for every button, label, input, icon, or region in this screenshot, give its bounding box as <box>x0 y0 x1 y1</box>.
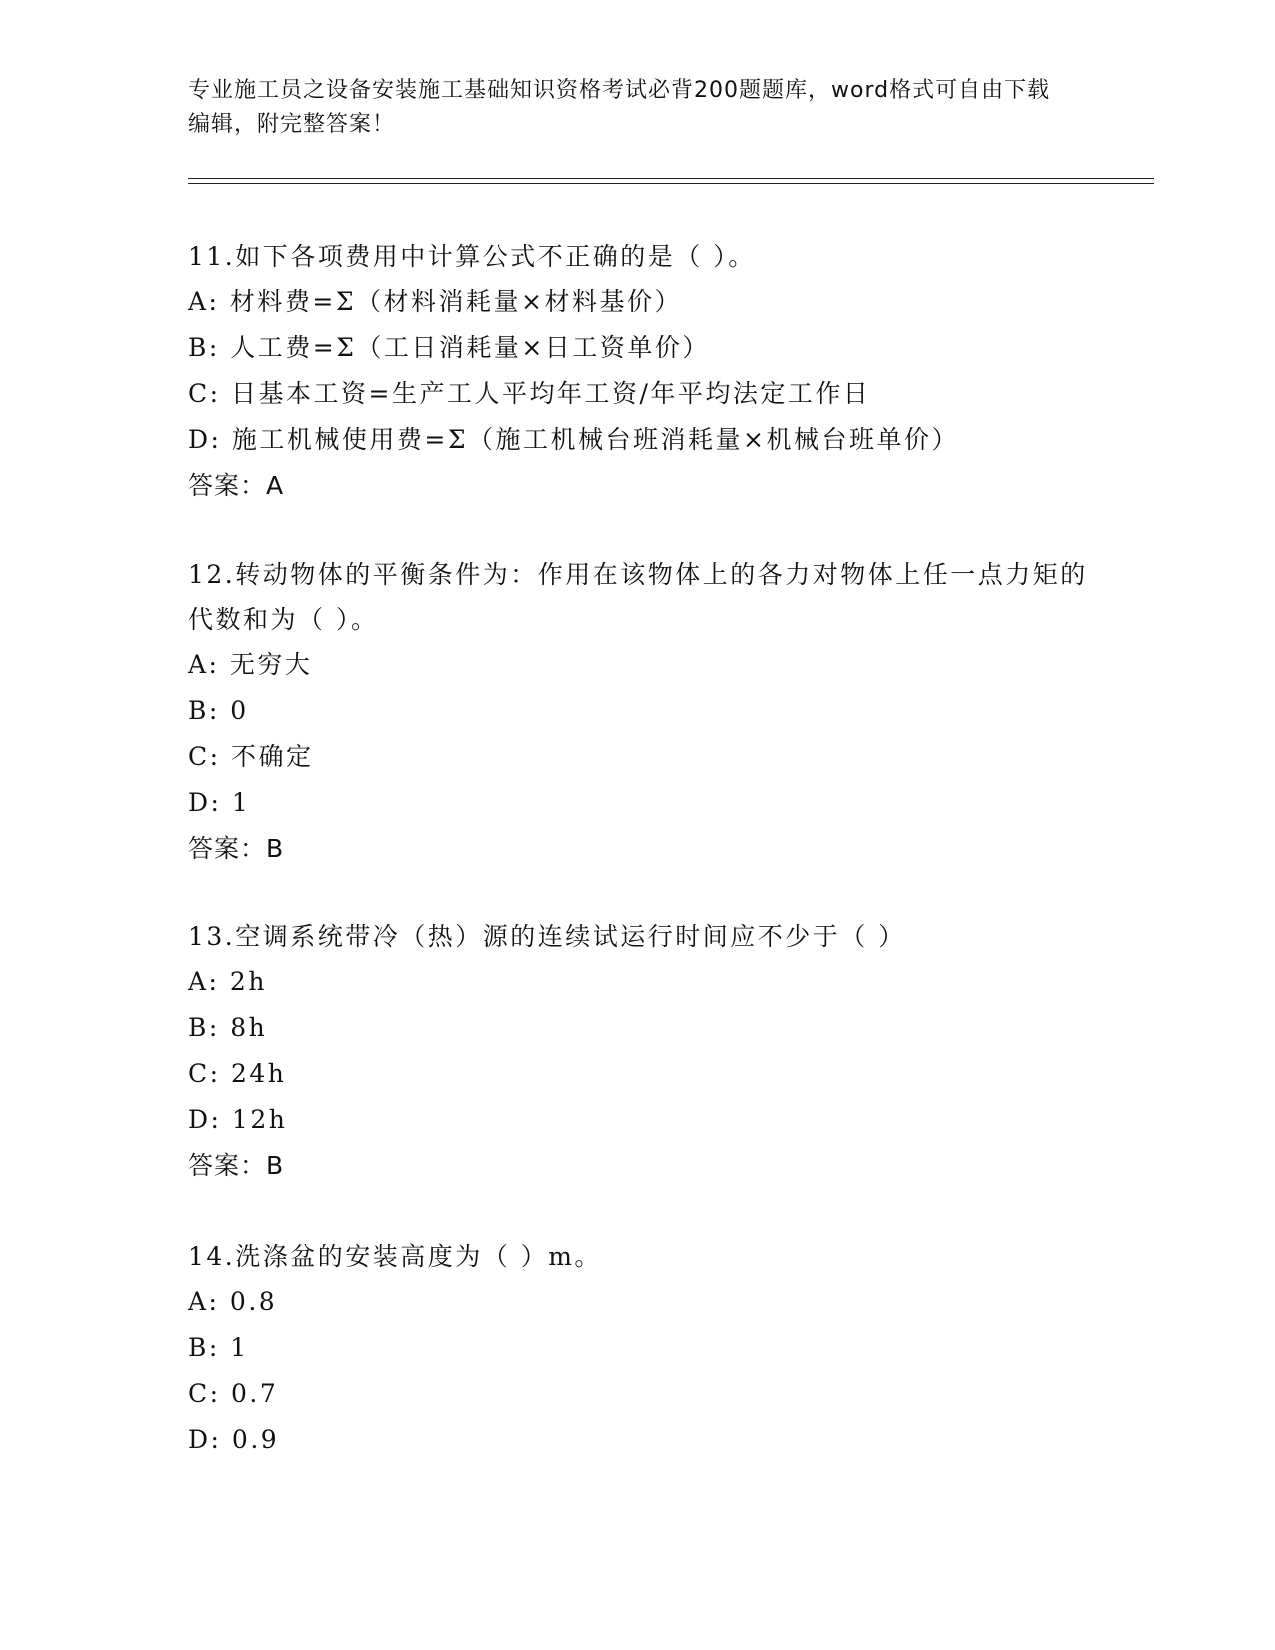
question-stem: 12.转动物体的平衡条件为：作用在该物体上的各力对物体上任一点力矩的代数和为（ ）。 <box>188 560 1088 634</box>
option-c: C: 0.7 <box>188 1379 279 1408</box>
question-14 <box>188 1234 1088 1463</box>
question-13 <box>188 914 1088 1188</box>
option-d: D: 0.9 <box>188 1425 280 1454</box>
header-divider-top <box>188 178 1154 179</box>
option-d: D: 1 <box>188 788 251 817</box>
question-stem: 13.空调系统带冷（热）源的连续试运行时间应不少于（ ） <box>188 922 906 951</box>
header-divider-bottom <box>188 183 1154 184</box>
answer: 答案：B <box>188 834 285 863</box>
option-a: A: 无穷大 <box>188 650 313 679</box>
question-11 <box>188 234 1088 508</box>
option-b: B: 人工费=Σ（工日消耗量×日工资单价） <box>188 333 710 362</box>
answer: 答案：B <box>188 1151 285 1180</box>
question-stem: 11.如下各项费用中计算公式不正确的是（ ）。 <box>188 242 756 271</box>
option-a: A: 材料费=Σ（材料消耗量×材料基价） <box>188 287 682 316</box>
question-stem: 14.洗涤盆的安装高度为（ ）m。 <box>188 1242 602 1271</box>
option-a: A: 0.8 <box>188 1287 278 1316</box>
question-12 <box>188 552 1088 871</box>
answer: 答案：A <box>188 471 285 500</box>
option-c: C: 24h <box>188 1059 287 1088</box>
option-b: B: 1 <box>188 1333 249 1362</box>
option-b: B: 8h <box>188 1013 268 1042</box>
option-c: C: 不确定 <box>188 742 314 771</box>
option-c: C: 日基本工资=生产工人平均年工资/年平均法定工作日 <box>188 379 871 408</box>
option-a: A: 2h <box>188 967 267 996</box>
option-d: D: 施工机械使用费=Σ（施工机械台班消耗量×机械台班单价） <box>188 425 959 454</box>
option-d: D: 12h <box>188 1105 288 1134</box>
option-b: B: 0 <box>188 696 249 725</box>
document-header: 专业施工员之设备安装施工基础知识资格考试必背200题题库，word格式可自由下载编辑，附完整答案！ <box>188 78 1051 137</box>
